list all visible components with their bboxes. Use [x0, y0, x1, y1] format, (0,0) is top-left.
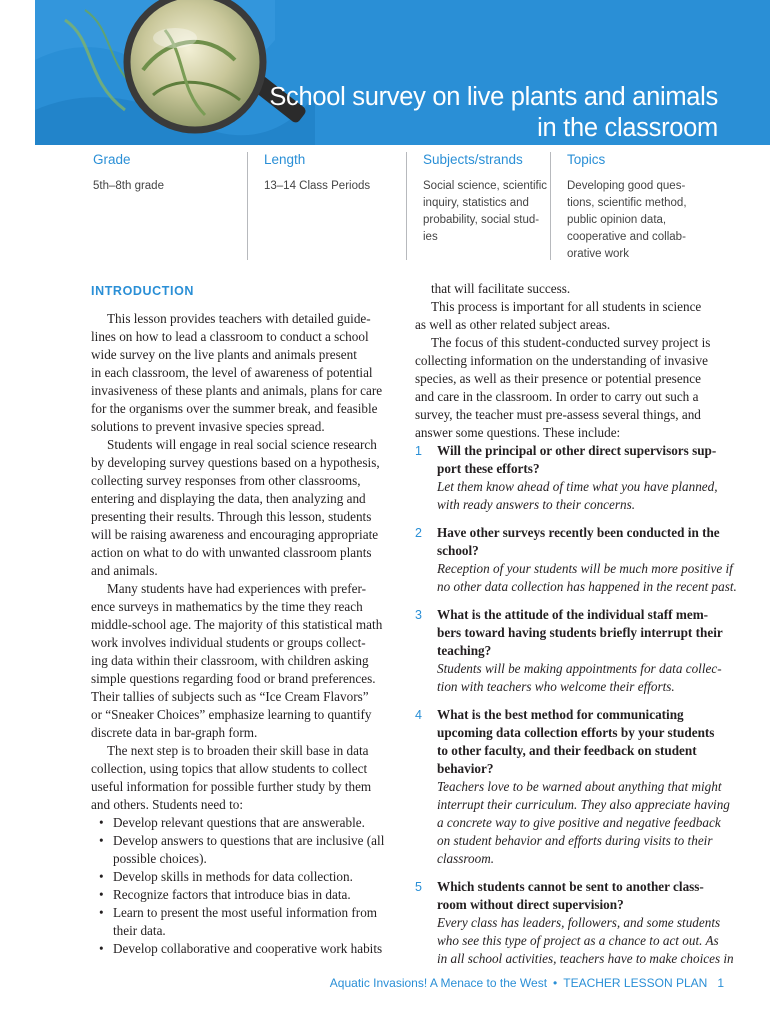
text-line: entering and displaying the data, then analyzing and [91, 491, 366, 506]
meta-value: tions, scientific method, [567, 197, 687, 209]
text-line: collection, using topics that allow students to collect [91, 761, 368, 776]
paragraph [91, 436, 401, 580]
paragraph [91, 310, 401, 436]
meta-value: Developing good ques- [567, 180, 686, 192]
text-line: and care in the classroom. In order to carry out such a [415, 389, 699, 404]
text-line: as well as other related subject areas. [415, 317, 611, 332]
text-line: by developing survey questions based on a hypothesis, [91, 455, 380, 470]
footer-separator: • [553, 976, 558, 990]
text-line: collecting information on the understanding of invasive [415, 353, 708, 368]
answer-text: Teachers love to be warned about anything that might [437, 779, 722, 794]
question-text: port these efforts? [437, 461, 540, 476]
text-line: Develop skills in methods for data collection. [113, 869, 353, 884]
meta-value: Social science, scientific [423, 180, 547, 192]
meta-heading: Topics [567, 152, 606, 167]
text-line: solutions to prevent invasive species spread. [91, 419, 325, 434]
meta-heading: Length [264, 152, 306, 167]
question-item [415, 606, 745, 696]
text-line: and animals. [91, 563, 158, 578]
left-column [91, 280, 401, 958]
page-number: 1 [717, 976, 724, 990]
question-list [415, 442, 745, 968]
question-item [415, 442, 745, 514]
section-heading: INTRODUCTION [91, 284, 195, 298]
paragraph [415, 298, 745, 334]
text-line: This process is important for all students in science [431, 299, 702, 314]
meta-subjects [406, 152, 547, 260]
text-line: and others. Students need to: [91, 797, 243, 812]
spacer [415, 514, 745, 524]
question-text: Will the principal or other direct supervisors sup- [437, 443, 717, 458]
lesson-meta [0, 152, 770, 262]
text-line: action on what to do with unwanted classroom plants [91, 545, 372, 560]
text-line: wide survey on the live plants and animals present [91, 347, 357, 362]
text-line: Learn to present the most useful information from [113, 905, 378, 920]
text-line: invasiveness of these plants and animals, plans for care [91, 383, 383, 398]
meta-value: orative work [567, 248, 629, 260]
answer-text: on student behavior and efforts during visits to their [437, 833, 713, 848]
text-line: will be raising awareness and encouraging appropriate [91, 527, 379, 542]
text-line: that will facilitate success. [431, 281, 571, 296]
question-number: 5 [415, 880, 422, 894]
question-text: What is the best method for communicating [437, 707, 684, 722]
list-item [91, 940, 401, 958]
meta-value: 13–14 Class Periods [264, 180, 371, 192]
title-line-1: School survey on live plants and animals [269, 83, 718, 111]
text-line: Recognize factors that introduce bias in data. [113, 887, 351, 902]
text-line: survey, the teacher must pre-assess several things, and [415, 407, 701, 422]
answer-text: interrupt their curriculum. They also appreciate having [437, 797, 730, 812]
meta-length [247, 152, 370, 260]
meta-heading: Subjects/strands [423, 152, 523, 167]
text-line: lines on how to lead a classroom to conduct a school [91, 329, 369, 344]
question-text: behavior? [437, 761, 494, 776]
text-line: Develop relevant questions that are answerable. [113, 815, 365, 830]
question-text: to other faculty, and their feedback on student [437, 743, 697, 758]
question-text: What is the attitude of the individual staff mem- [437, 607, 709, 622]
paragraph [91, 742, 401, 814]
text-line: Develop collaborative and cooperative work habits [113, 941, 383, 956]
bullet-marker: • [99, 833, 104, 848]
list-item [91, 904, 401, 940]
answer-text: tion with teachers who welcome their efforts. [437, 679, 675, 694]
text-line: ence surveys in mathematics by the time they reach [91, 599, 363, 614]
question-number: 1 [415, 444, 422, 458]
text-line: work involves individual students or groups collect- [91, 635, 366, 650]
question-text: upcoming data collection efforts by your students [437, 725, 715, 740]
answer-text: Let them know ahead of time what you have planned, [437, 479, 718, 494]
text-line: Students will engage in real social science research [107, 437, 377, 452]
answer-text: classroom. [437, 851, 495, 866]
text-line: species, as well as their presence or potential presence [415, 371, 701, 386]
question-item [415, 706, 745, 868]
question-text: teaching? [437, 643, 492, 658]
text-line: discrete data in bar-graph form. [91, 725, 258, 740]
answer-text: with ready answers to their concerns. [437, 497, 636, 512]
text-line: collecting survey responses from other classrooms, [91, 473, 361, 488]
meta-value: inquiry, statistics and [423, 197, 529, 209]
question-text: Have other surveys recently been conducted in the [437, 525, 720, 540]
title-line-2: in the classroom [537, 114, 718, 142]
meta-value: probability, social stud- [423, 214, 540, 226]
question-item [415, 878, 745, 968]
question-number: 4 [415, 708, 422, 722]
page-footer [330, 976, 724, 990]
answer-text: Students will be making appointments for data collec- [437, 661, 722, 676]
question-text: school? [437, 543, 479, 558]
text-line: middle-school age. The majority of this statistical math [91, 617, 383, 632]
meta-value: 5th–8th grade [93, 180, 164, 192]
bullet-marker: • [99, 941, 104, 956]
answer-text: no other data collection has happened in the recent past. [437, 579, 737, 594]
meta-value: cooperative and collab- [567, 231, 686, 243]
question-number: 3 [415, 608, 422, 622]
bullet-marker: • [99, 815, 104, 830]
text-line: presenting their results. Through this lesson, students [91, 509, 372, 524]
meta-value: ies [423, 231, 438, 243]
text-line: This lesson provides teachers with detailed guide- [107, 311, 371, 326]
question-text: Which students cannot be sent to another class- [437, 879, 704, 894]
list-item [91, 832, 401, 868]
question-number: 2 [415, 526, 422, 540]
meta-topics [550, 152, 687, 260]
bullet-marker: • [99, 887, 104, 902]
text-line: in each classroom, the level of awareness of potential [91, 365, 373, 380]
paragraph [415, 334, 745, 442]
answer-text: Every class has leaders, followers, and some students [437, 915, 721, 930]
text-line: Many students have had experiences with prefer- [107, 581, 366, 596]
text-line: or “Sneaker Choices” emphasize learning to quantify [91, 707, 372, 722]
paragraph [415, 280, 745, 298]
bullet-marker: • [99, 869, 104, 884]
list-item [91, 814, 401, 832]
text-line: The next step is to broaden their skill base in data [107, 743, 369, 758]
meta-grade [93, 152, 164, 195]
text-line: possible choices). [113, 851, 207, 866]
text-line: Develop answers to questions that are inclusive (all [113, 833, 385, 848]
text-line: for the organisms over the summer break, and feasible [91, 401, 378, 416]
page-title [238, 82, 718, 144]
text-line: Their tallies of subjects such as “Ice Cream Flavors” [91, 689, 369, 704]
footer-section: TEACHER LESSON PLAN [563, 976, 708, 990]
question-text: bers toward having students briefly interrupt their [437, 625, 723, 640]
text-line: their data. [113, 923, 166, 938]
footer-publication: Aquatic Invasions! A Menace to the West [329, 976, 548, 990]
text-line: answer some questions. These include: [415, 425, 621, 440]
text-line: The focus of this student-conducted survey project is [431, 335, 711, 350]
question-item [415, 524, 745, 596]
right-column [415, 280, 745, 968]
text-line: useful information for possible further study by them [91, 779, 372, 794]
list-item [91, 886, 401, 904]
text-line: ing data within their classroom, with children asking [91, 653, 369, 668]
spacer [415, 868, 745, 878]
header-banner [35, 0, 770, 145]
answer-text: in all school activities, teachers have to make choices in [437, 951, 734, 966]
text-line: simple questions regarding food or brand preferences. [91, 671, 376, 686]
meta-value: public opinion data, [567, 214, 667, 226]
answer-text: a concrete way to give positive and negative feedback [437, 815, 721, 830]
bullet-marker: • [99, 905, 104, 920]
question-text: room without direct supervision? [437, 897, 624, 912]
bullet-list [91, 814, 401, 958]
meta-heading: Grade [93, 152, 131, 167]
list-item [91, 868, 401, 886]
spacer [415, 696, 745, 706]
paragraph [91, 580, 401, 742]
answer-text: Reception of your students will be much more positive if [437, 561, 733, 576]
spacer [415, 596, 745, 606]
answer-text: who see this type of project as a chance to act out. As [437, 933, 719, 948]
